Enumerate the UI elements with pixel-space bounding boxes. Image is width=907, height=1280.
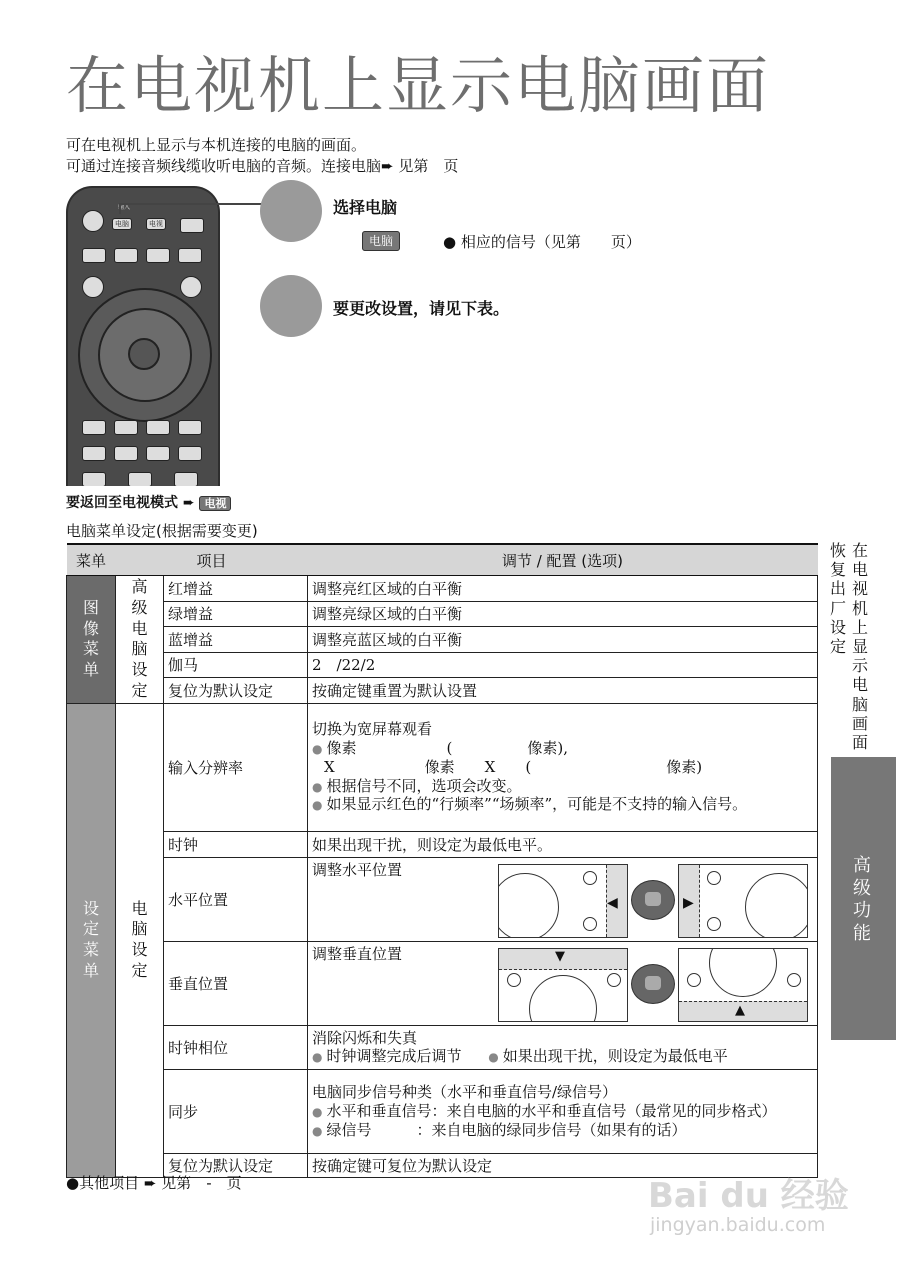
item-clock[interactable]: 时钟	[164, 831, 308, 857]
table-row	[67, 652, 818, 678]
remote-control	[66, 186, 220, 486]
item-green-gain[interactable]: 绿增益	[164, 601, 308, 627]
desc-red-gain: 调整亮红区域的白平衡	[308, 576, 818, 602]
header-adjust: 调节 / 配置 (选项)	[308, 544, 818, 576]
table-header	[67, 544, 818, 576]
phase-bullets	[312, 1047, 813, 1066]
side-index-restore: 恢复出厂设定	[830, 541, 847, 656]
item-red-gain[interactable]: 红增益	[164, 576, 308, 602]
subcategory-advanced-pc: 高级电脑设定	[116, 576, 164, 704]
desc-reset-image: 按确定键重置为默认设置	[308, 678, 818, 704]
dpad-icon	[631, 880, 675, 920]
v-position-after-diagram	[678, 948, 808, 1022]
step-2-text: 要更改设置，请见下表。	[333, 299, 510, 318]
desc-clock: 如果出现干扰，则设定为最低电平。	[308, 831, 818, 857]
pc-menu-table	[66, 543, 818, 1178]
subcategory-pc-setup: 电脑设定	[116, 703, 164, 1177]
intro-line-2: 可通过连接音频线缆收听电脑的音频。连接电脑➨ 见第 页	[66, 157, 459, 175]
item-clock-phase[interactable]: 时钟相位	[164, 1025, 308, 1069]
item-reset-setup[interactable]: 复位为默认设定	[164, 1153, 308, 1177]
side-tab-advanced[interactable]	[831, 757, 896, 1040]
table-row	[67, 576, 818, 602]
category-image-menu: 图像菜单	[67, 576, 116, 704]
resolution-bullet-1: ● 根据信号不同，选项会改变。	[312, 777, 813, 796]
item-input-resolution[interactable]: 输入分辨率	[164, 703, 308, 831]
table-row	[67, 941, 818, 1025]
side-index-pc-display: 在电视机上显示电脑画面	[852, 541, 869, 752]
table-row	[67, 678, 818, 704]
step-2-marker	[260, 275, 322, 337]
h-position-text: 调整水平位置	[312, 860, 403, 879]
arrow-right-icon: ▶	[683, 894, 694, 911]
item-v-position[interactable]: 垂直位置	[164, 941, 308, 1025]
side-tab-label: 高级功能	[853, 855, 871, 944]
desc-clock-phase	[308, 1025, 818, 1069]
item-gamma[interactable]: 伽马	[164, 652, 308, 678]
footer-note: ●其他项目 ➨ 见第 - 页	[66, 1174, 242, 1192]
desc-gamma: 2 /22/2	[308, 652, 818, 678]
step-1-note: ● 相应的信号（见第 页）	[443, 233, 641, 251]
item-blue-gain[interactable]: 蓝增益	[164, 627, 308, 653]
step-1-marker	[260, 180, 322, 242]
desc-sync	[308, 1069, 818, 1153]
item-h-position[interactable]: 水平位置	[164, 857, 308, 941]
tv-key: 电视	[146, 218, 166, 230]
callout-line	[118, 196, 268, 216]
desc-input-resolution	[308, 703, 818, 831]
sync-line-1: 电脑同步信号种类（水平和垂直信号/绿信号）	[312, 1083, 618, 1102]
v-position-text: 调整垂直位置	[312, 944, 403, 963]
input-label: 输入	[118, 204, 131, 211]
desc-blue-gain: 调整亮蓝区域的白平衡	[308, 627, 818, 653]
h-position-before-diagram	[498, 864, 628, 938]
watermark-logo: Bai du 经验	[648, 1176, 849, 1216]
item-sync[interactable]: 同步	[164, 1069, 308, 1153]
table-caption: 电脑菜单设定(根据需要变更)	[66, 522, 258, 540]
sync-bullet-2: ● 绿信号 ：来自电脑的绿同步信号（如果有的话）	[312, 1121, 813, 1140]
table-row	[67, 857, 818, 941]
desc-reset-setup: 按确定键可复位为默认设定	[308, 1153, 818, 1177]
v-position-before-diagram	[498, 948, 628, 1022]
arrow-left-icon: ◀	[607, 894, 618, 911]
desc-green-gain: 调整亮绿区域的白平衡	[308, 601, 818, 627]
page-title: 在电视机上显示电脑画面	[66, 49, 771, 122]
desc-v-position	[308, 941, 818, 1025]
resolution-bullet-2: ● 如果显示红色的“行频率”“场频率”，可能是不支持的输入信号。	[312, 795, 813, 814]
table-row	[67, 601, 818, 627]
header-item: 项目	[116, 544, 308, 576]
table-row	[67, 1025, 818, 1069]
sync-bullet-1: ● 水平和垂直信号：来自电脑的水平和垂直信号（最常见的同步格式）	[312, 1102, 813, 1121]
desc-h-position	[308, 857, 818, 941]
step-1-key	[362, 230, 400, 249]
pc-key: 电脑	[112, 218, 132, 230]
return-note	[66, 492, 231, 512]
resolution-line-2: ● 像素 ( 像素),	[312, 739, 813, 758]
phase-bullet-a: ● 时钟调整完成后调节	[312, 1047, 462, 1065]
dpad-icon	[631, 964, 675, 1004]
arrow-down-icon: ▼	[555, 948, 565, 964]
tv-key-badge: 电视	[199, 496, 231, 511]
intro-line-1: 可在电视机上显示与本机连接的电脑的画面。	[66, 136, 367, 154]
phase-bullet-b: ● 如果出现干扰，则设定为最低电平	[488, 1047, 728, 1065]
h-position-after-diagram	[678, 864, 808, 938]
watermark-url: jingyan.baidu.com	[650, 1214, 826, 1236]
table-row	[67, 703, 818, 831]
header-menu: 菜单	[67, 544, 116, 576]
arrow-up-icon: ▲	[735, 1002, 745, 1018]
phase-line-1: 消除闪烁和失真	[312, 1028, 418, 1047]
category-setup-menu: 设定菜单	[67, 703, 116, 1177]
return-note-text: 要返回至电视模式 ➨	[66, 495, 195, 511]
table-row	[67, 627, 818, 653]
item-reset-image[interactable]: 复位为默认设定	[164, 678, 308, 704]
table-row	[67, 831, 818, 857]
step-1-text: 选择电脑	[333, 198, 398, 217]
table-row	[67, 1069, 818, 1153]
pc-key-badge: 电脑	[362, 231, 400, 251]
resolution-line-3: X 像素 X ( 像素)	[324, 757, 703, 776]
side-index	[830, 541, 876, 752]
resolution-line-1: 切换为宽屏幕观看	[312, 720, 433, 739]
